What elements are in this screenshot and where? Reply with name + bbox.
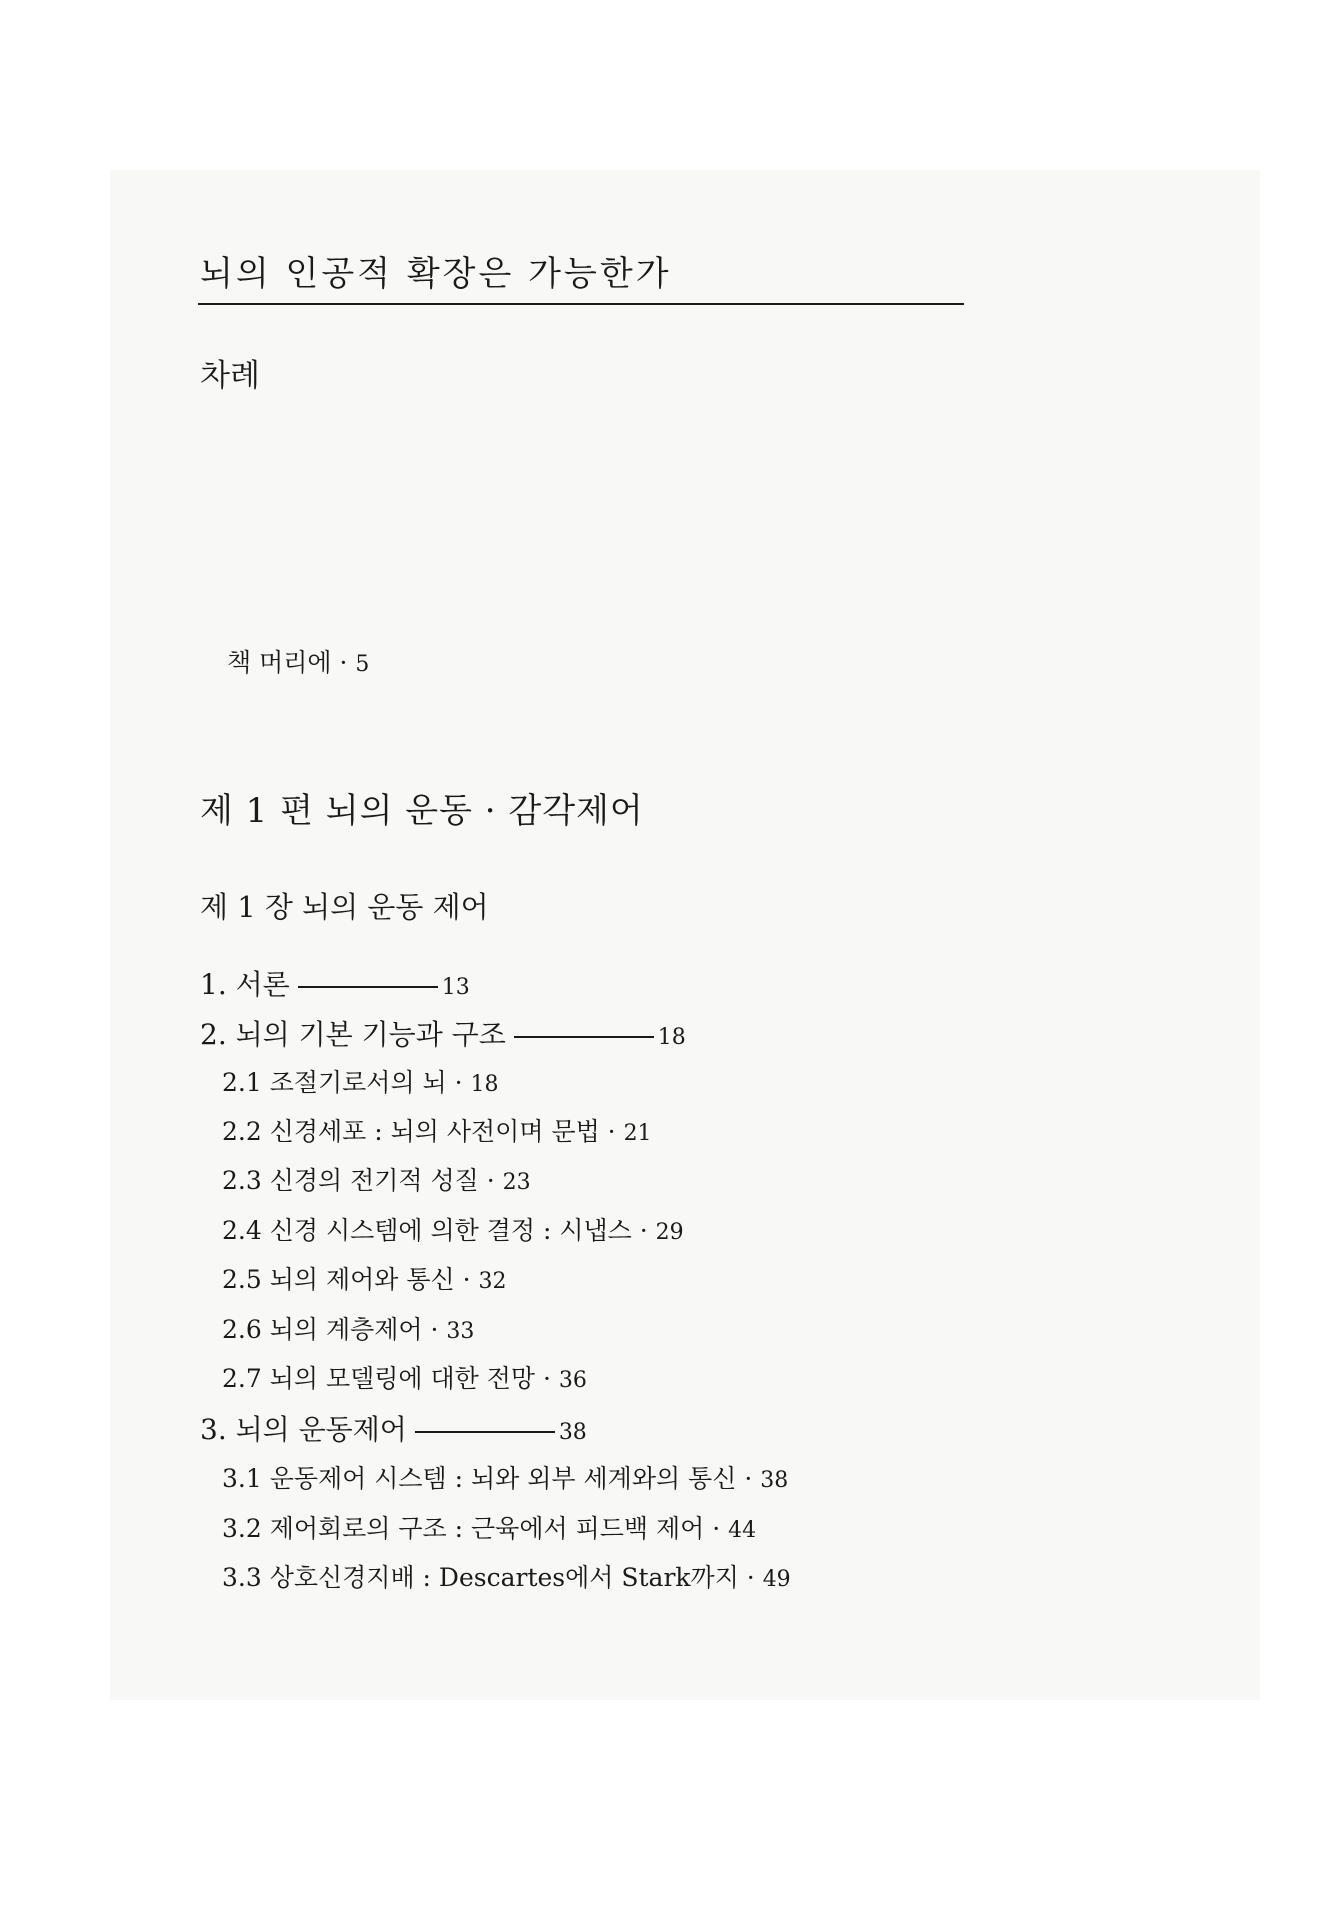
subsection-page: 36 — [558, 1368, 587, 1393]
subsection-page: 49 — [762, 1567, 791, 1592]
toc-subsection: 3.2 제어회로의 구조 : 근육에서 피드백 제어 · 44 — [222, 1514, 757, 1543]
toc-subsection: 2.6 뇌의 계층제어 · 33 — [222, 1315, 475, 1344]
subsection-title: 2.5 뇌의 제어와 통신 — [222, 1265, 455, 1294]
subsection-title: 2.3 신경의 전기적 성질 — [222, 1166, 479, 1195]
subsection-title: 3.3 상호신경지배 : Descartes에서 Stark까지 — [222, 1563, 739, 1592]
preface-page: 5 — [355, 652, 370, 677]
section-title: 2. 뇌의 기본 기능과 구조 — [200, 1018, 506, 1051]
subsection-page: 29 — [655, 1220, 684, 1245]
dash-leader — [514, 1036, 654, 1038]
dash-leader — [415, 1431, 555, 1433]
section-page: 18 — [657, 1025, 686, 1050]
toc-section — [200, 1408, 587, 1448]
title-rule — [198, 303, 964, 305]
subsection-title: 2.7 뇌의 모델링에 대한 전망 — [222, 1364, 536, 1393]
subsection-page: 23 — [502, 1170, 531, 1195]
subsection-title: 3.2 제어회로의 구조 : 근육에서 피드백 제어 — [222, 1514, 705, 1543]
toc-subsection: 2.3 신경의 전기적 성질 · 23 — [222, 1166, 531, 1195]
toc-subsection: 3.1 운동제어 시스템 : 뇌와 외부 세계와의 통신 · 38 — [222, 1464, 789, 1493]
subsection-page: 18 — [470, 1072, 499, 1097]
subsection-title: 2.1 조절기로서의 뇌 — [222, 1068, 447, 1097]
section-page: 13 — [441, 975, 470, 1000]
subsection-page: 33 — [446, 1319, 475, 1344]
part-heading: 제 1 편 뇌의 운동 · 감각제어 — [200, 791, 644, 831]
toc-subsection: 2.2 신경세포 : 뇌의 사전이며 문법 · 21 — [222, 1117, 652, 1146]
chapter-heading: 제 1 장 뇌의 운동 제어 — [200, 890, 489, 924]
toc-subsection: 3.3 상호신경지배 : Descartes에서 Stark까지 · 49 — [222, 1563, 791, 1592]
preface-entry — [227, 643, 369, 679]
toc-subsection: 2.5 뇌의 제어와 통신 · 32 — [222, 1265, 507, 1294]
toc-subsection: 2.1 조절기로서의 뇌 · 18 — [222, 1068, 499, 1097]
subsection-title: 2.2 신경세포 : 뇌의 사전이며 문법 — [222, 1117, 600, 1146]
subsection-title: 3.1 운동제어 시스템 : 뇌와 외부 세계와의 통신 — [222, 1464, 737, 1493]
dash-leader — [298, 986, 438, 988]
book-title: 뇌의 인공적 확장은 가능한가 — [200, 254, 672, 294]
subsection-page: 44 — [728, 1518, 757, 1543]
section-title: 3. 뇌의 운동제어 — [200, 1413, 407, 1446]
separator-dot: · — [339, 648, 356, 677]
toc-subsection: 2.4 신경 시스템에 의한 결정 : 시냅스 · 29 — [222, 1216, 684, 1245]
preface-label: 책 머리에 — [227, 648, 332, 677]
subsection-page: 32 — [478, 1269, 507, 1294]
toc-heading: 차례 — [200, 358, 260, 394]
subsection-title: 2.6 뇌의 계층제어 — [222, 1315, 423, 1344]
section-page: 38 — [558, 1420, 587, 1445]
toc-section — [200, 963, 470, 1003]
subsection-page: 21 — [623, 1121, 652, 1146]
toc-section — [200, 1013, 686, 1053]
toc-subsection: 2.7 뇌의 모델링에 대한 전망 · 36 — [222, 1364, 587, 1393]
subsection-title: 2.4 신경 시스템에 의한 결정 : 시냅스 — [222, 1216, 632, 1245]
subsection-page: 38 — [760, 1468, 789, 1493]
section-title: 1. 서론 — [200, 968, 290, 1001]
